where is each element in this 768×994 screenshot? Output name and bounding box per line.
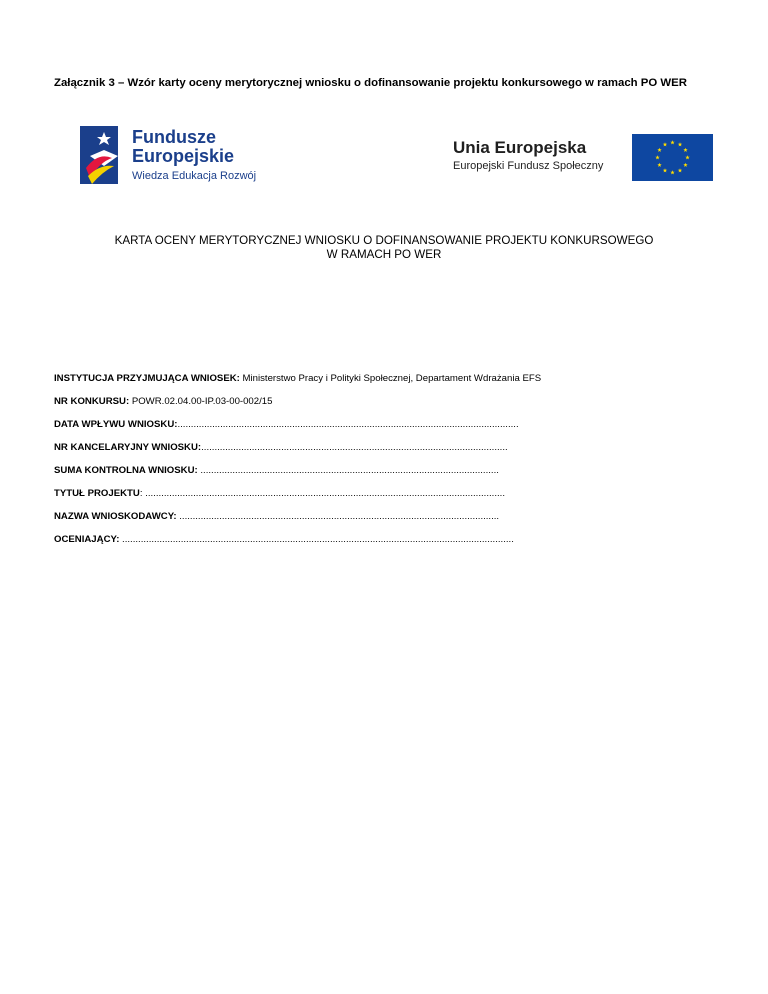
attachment-title: Załącznik 3 – Wzór karty oceny merytorycznej wniosku o dofinansowanie projektu konkursowego w ramach PO WER xyxy=(54,77,687,89)
field-institution: INSTYTUCJA PRZYJMUJĄCA WNIOSEK: Ministerstwo Pracy i Polityki Społecznej, Departament Wdrażania EFS xyxy=(54,373,542,384)
fundusze-europejskie-emblem-icon xyxy=(78,122,130,188)
field-project-title: TYTUŁ PROJEKTU: ....................................................................................................................................... xyxy=(54,488,505,499)
fe-logo-line2: Europejskie xyxy=(132,146,235,166)
fe-logo-line1: Fundusze xyxy=(132,127,216,147)
fe-logo-line3: Wiedza Edukacja Rozwój xyxy=(132,170,257,182)
application-fields xyxy=(54,373,574,557)
fundusze-europejskie-logo xyxy=(78,122,278,188)
field-evaluator: OCENIAJĄCY: ................................................................................................................................................... xyxy=(54,534,514,545)
field-applicant-name: NAZWA WNIOSKODAWCY: ........................................................................................................................ xyxy=(54,511,500,522)
field-contest-number: NR KONKURSU: POWR.02.04.00-IP.03-00-002/15 xyxy=(54,396,273,407)
document-title-line1: KARTA OCENY MERYTORYCZNEJ WNIOSKU O DOFINANSOWANIE PROJEKTU KONKURSOWEGO xyxy=(114,234,654,247)
field-checksum: SUMA KONTROLNA WNIOSKU: ................................................................................................................ xyxy=(54,465,499,476)
eu-flag-icon xyxy=(632,134,713,181)
field-receipt-date: DATA WPŁYWU WNIOSKU:................................................................................................................................ xyxy=(54,419,519,430)
field-office-number: NR KANCELARYJNY WNIOSKU:................................................................................................................... xyxy=(54,442,508,453)
document-title xyxy=(54,234,714,262)
ue-logo-subtitle: Europejski Fundusz Społeczny xyxy=(453,160,604,172)
document-title-line2: W RAMACH PO WER xyxy=(326,248,442,261)
unia-europejska-logo-text xyxy=(453,138,603,172)
ue-logo-title: Unia Europejska xyxy=(453,138,587,157)
